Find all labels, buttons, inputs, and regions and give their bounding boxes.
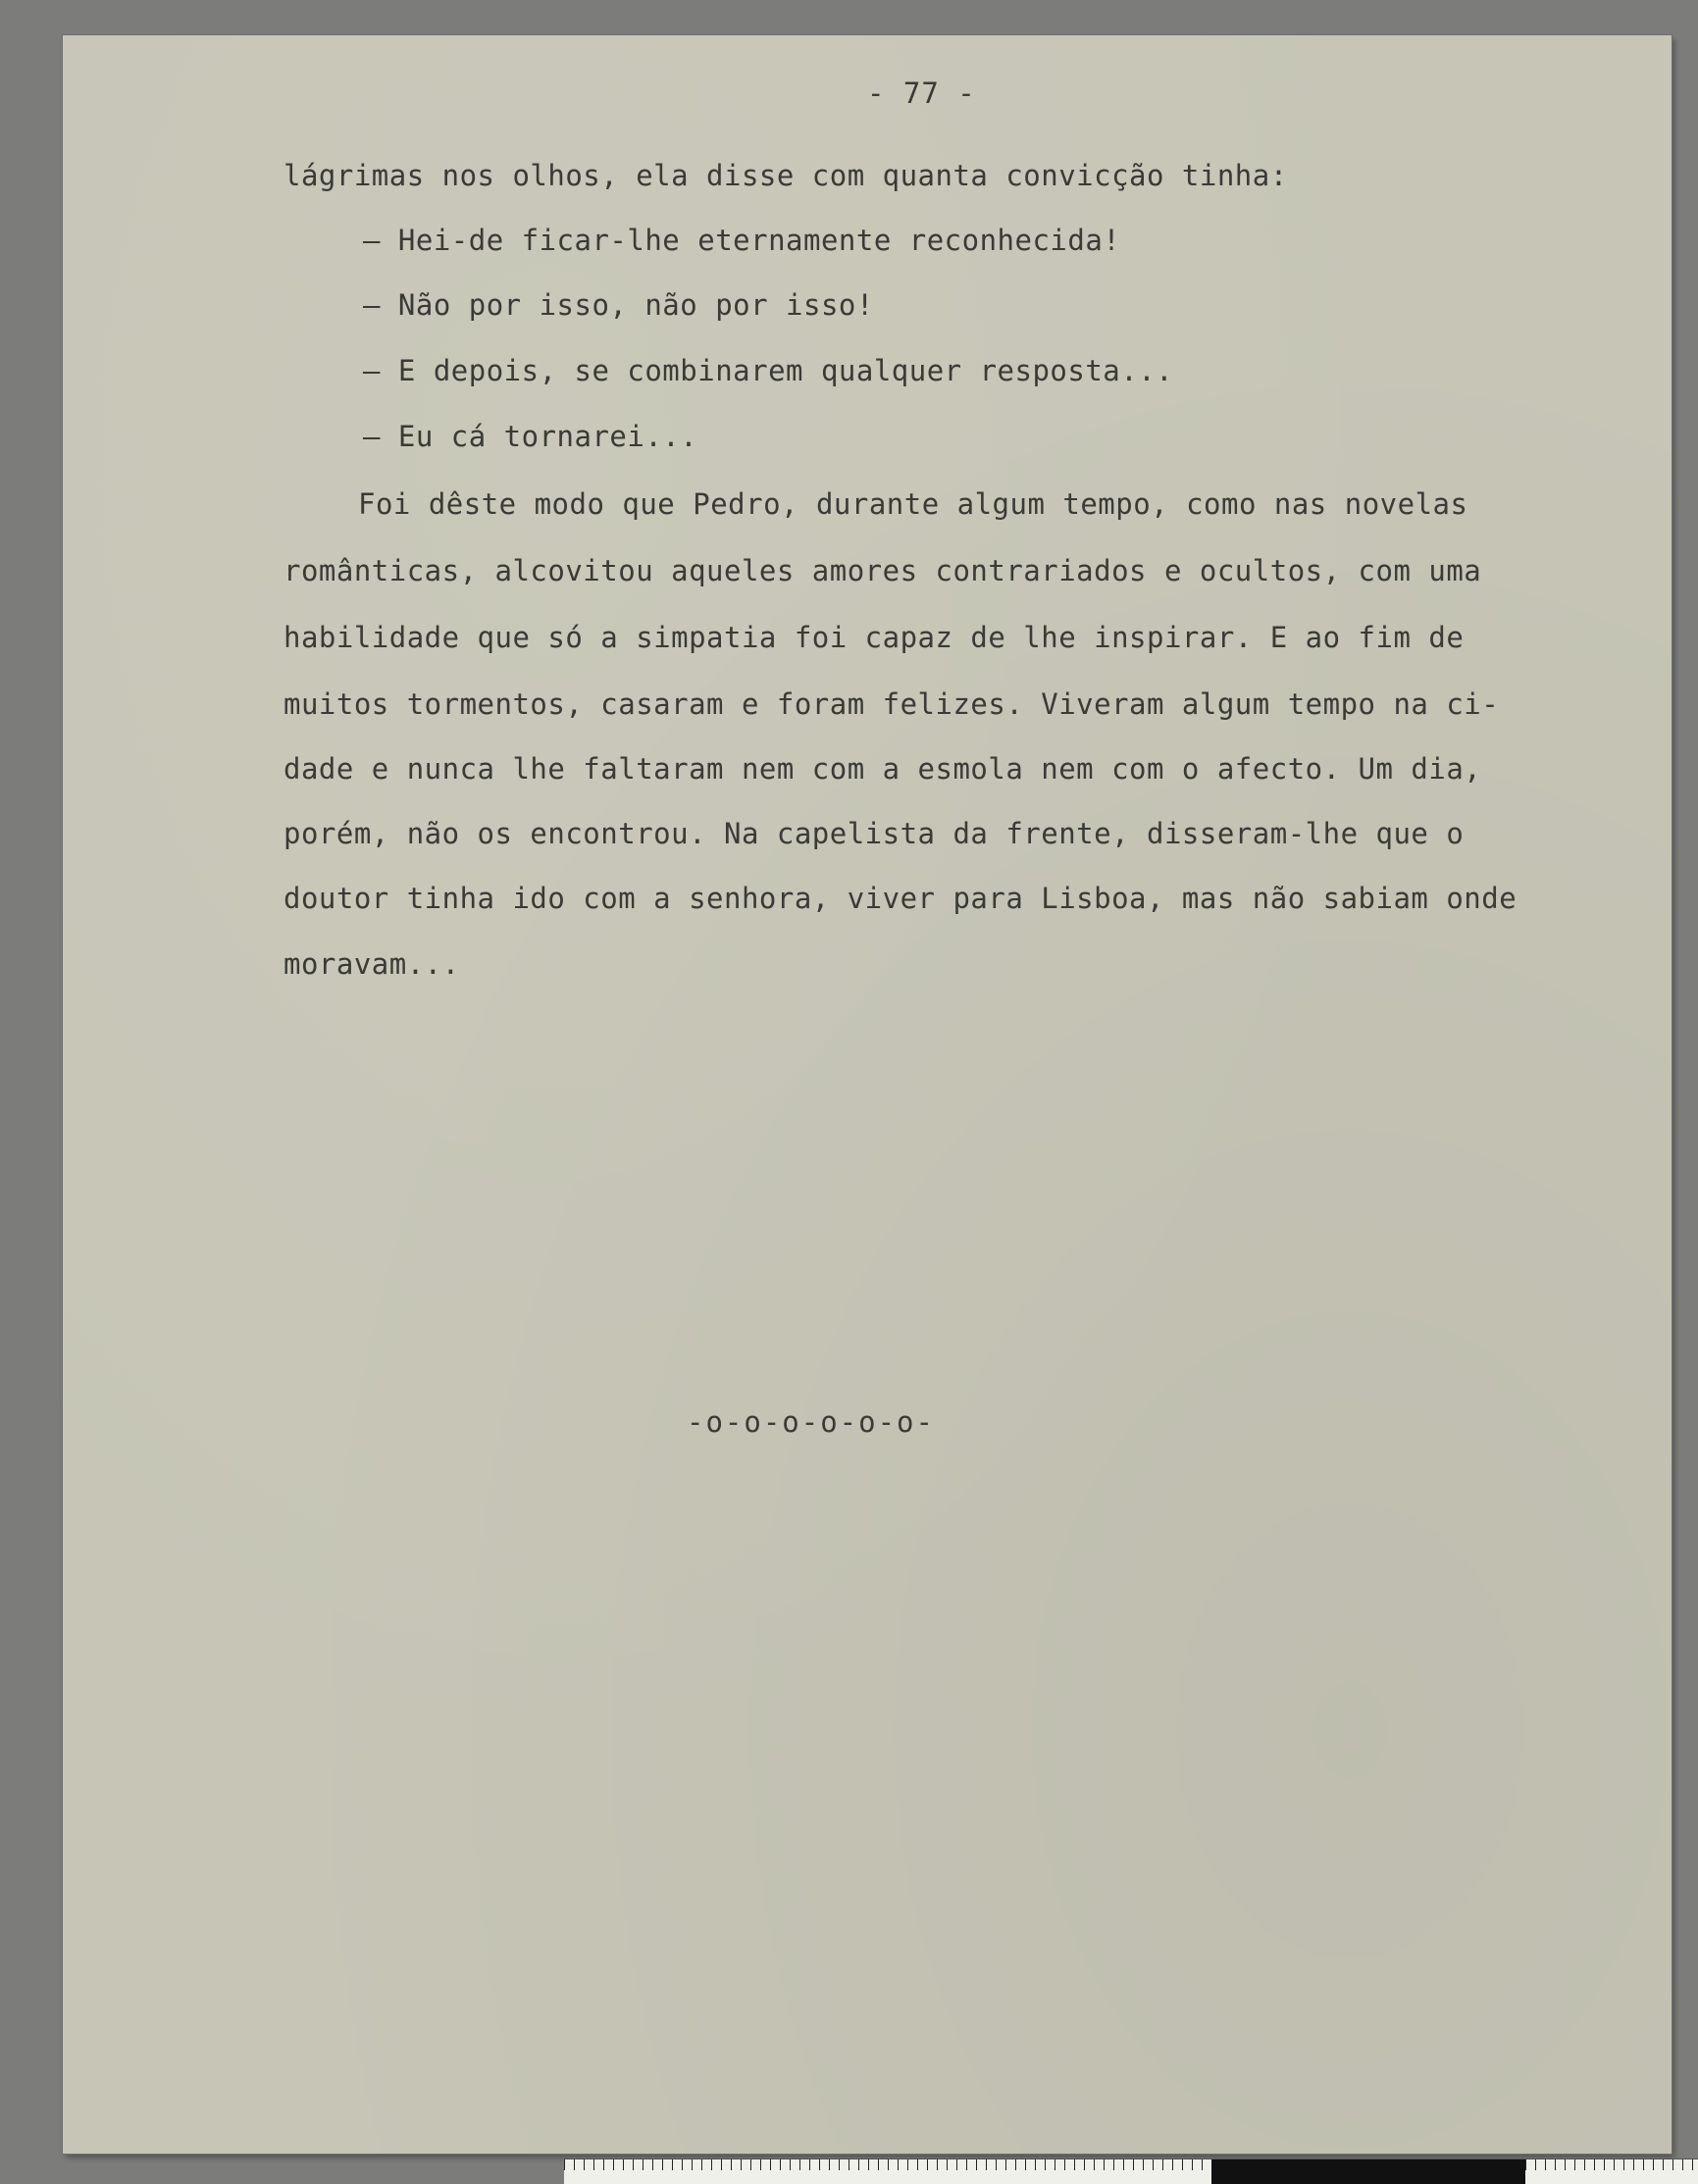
text-line: românticas, alcovitou aqueles amores contrariados e ocultos, com uma [283, 554, 1482, 587]
dialogue-line: — E depois, se combinarem qualquer resposta... [363, 354, 1174, 387]
dialogue-line: — Eu cá tornarei... [363, 420, 698, 453]
text-line: habilidade que só a simpatia foi capaz de lhe inspirar. E ao fim de [283, 621, 1465, 654]
text-line: porém, não os encontrou. Na capelista da frente, disseram-lhe que o [283, 817, 1465, 850]
ruler-dark-segment [1211, 2159, 1525, 2184]
text-line: dade e nunca lhe faltaram nem com a esmola nem com o afecto. Um dia, [283, 752, 1482, 786]
text-line: moravam... [283, 947, 460, 981]
text-line: lágrimas nos olhos, ela disse com quanta convicção tinha: [283, 159, 1288, 192]
dialogue-line: — Não por isso, não por isso! [363, 288, 874, 322]
ruler-end-segment [1525, 2159, 1698, 2184]
text-line: Foi dêste modo que Pedro, durante algum tempo, como nas novelas [358, 487, 1468, 521]
typewritten-page [63, 35, 1672, 2154]
page-number: - 77 - [867, 76, 976, 110]
text-line: muitos tormentos, casaram e foram felizes. Viveram algum tempo na ci- [283, 687, 1500, 721]
ruler-light-segment [564, 2159, 1211, 2184]
section-separator: -o-o-o-o-o-o- [687, 1405, 935, 1439]
dialogue-line: — Hei-de ficar-lhe eternamente reconhecida! [363, 224, 1121, 257]
text-line: doutor tinha ido com a senhora, viver para Lisboa, mas não sabiam onde [283, 882, 1518, 915]
scale-ruler [564, 2159, 1698, 2184]
